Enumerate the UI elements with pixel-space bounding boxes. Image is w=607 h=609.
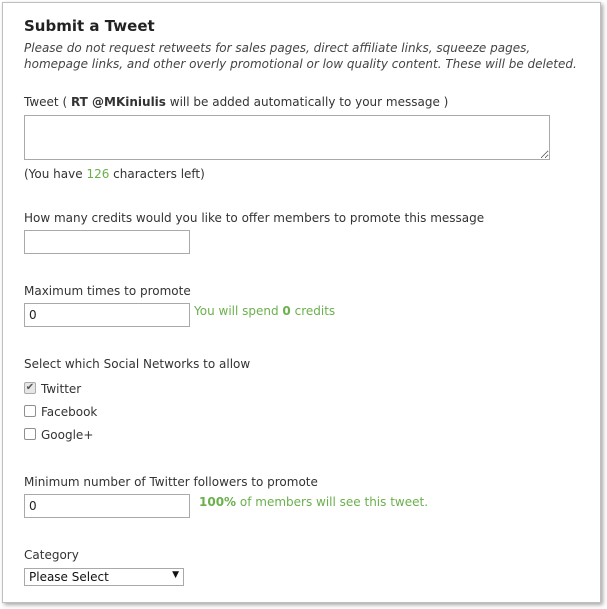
category-select[interactable]: [24, 568, 184, 586]
chevron-down-icon: ▼: [172, 570, 179, 580]
submission-notice: Please do not request retweets for sales pages, direct affiliate links, squeeze pages, homepage links, and other overly promotional or low quality content. These will be deleted.: [24, 41, 577, 71]
spend-suffix: credits: [290, 304, 336, 318]
category-label: Category: [24, 548, 79, 562]
category-selected-value: Please Select: [29, 570, 109, 584]
spend-amount: 0: [282, 304, 291, 318]
networks-label: Select which Social Networks to allow: [24, 357, 251, 371]
tweet-label-suffix: will be added automatically to your message ): [165, 95, 449, 109]
followers-input[interactable]: [24, 494, 190, 518]
max-times-label: Maximum times to promote: [24, 284, 191, 298]
chars-suffix: characters left): [109, 167, 205, 181]
page-title: Submit a Tweet: [24, 17, 155, 35]
chars-prefix: (You have: [24, 167, 87, 181]
tweet-textarea[interactable]: [24, 115, 550, 160]
spend-prefix: You will spend: [194, 304, 283, 318]
tweet-label-handle: RT @MKiniulis: [70, 95, 166, 109]
followers-label: Minimum number of Twitter followers to promote: [24, 475, 318, 489]
spend-text: [194, 304, 335, 318]
google-plus-label: Google+: [41, 428, 94, 442]
credits-input[interactable]: [24, 230, 190, 254]
twitter-checkbox[interactable]: [24, 382, 36, 394]
twitter-label: Twitter: [41, 382, 82, 396]
facebook-label: Facebook: [41, 405, 98, 419]
submit-tweet-panel: [2, 2, 601, 603]
reach-suffix: of members will see this tweet.: [236, 495, 429, 509]
max-times-input[interactable]: [24, 303, 190, 327]
characters-left-text: [24, 167, 205, 181]
facebook-checkbox[interactable]: [24, 405, 36, 417]
reach-percent: 100%: [199, 495, 237, 509]
chars-count: 126: [86, 167, 110, 181]
tweet-label: [24, 95, 448, 109]
credits-label: How many credits would you like to offer members to promote this message: [24, 211, 485, 225]
reach-text: [199, 495, 428, 509]
google-plus-checkbox[interactable]: [24, 428, 36, 440]
checkmark-icon: ✔: [25, 382, 35, 393]
tweet-label-prefix: Tweet (: [24, 95, 71, 109]
